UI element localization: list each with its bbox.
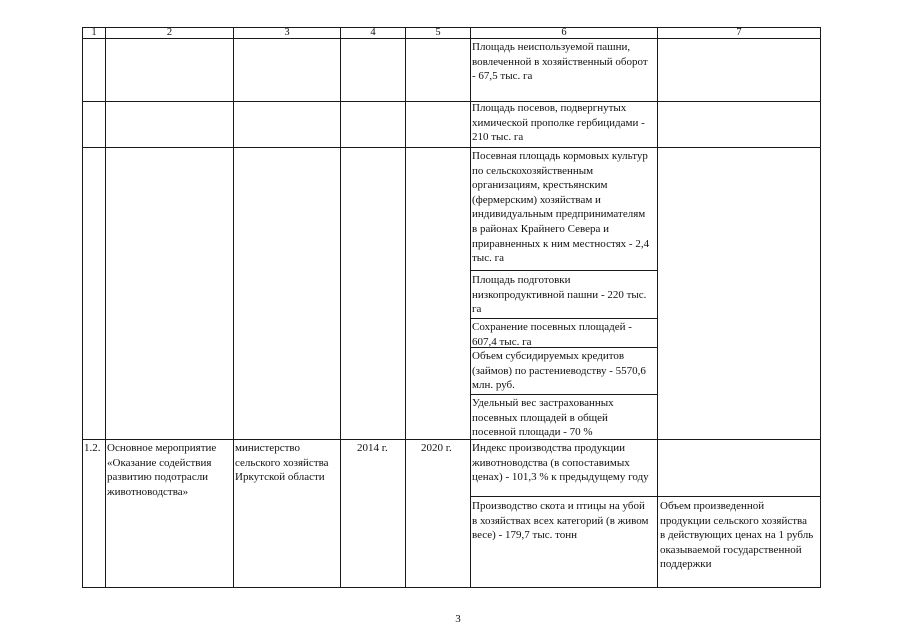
cell-line: Основное мероприятие — [107, 442, 217, 454]
cell-line: оказываемой государственной — [660, 543, 802, 556]
cell-text-block — [472, 396, 614, 440]
end-year: 2020 г. — [421, 442, 452, 454]
cell-line: Объем субсидируемых кредитов — [472, 350, 625, 362]
header-col-7: 7 — [736, 27, 742, 38]
col-border-4 — [405, 27, 406, 588]
cell-line: (займов) по растениеводству - 5570,6 — [472, 364, 646, 377]
col-border-0 — [82, 27, 83, 588]
rule-sub-e — [470, 496, 820, 497]
col-border-3 — [340, 27, 341, 588]
header-col-3: 3 — [284, 27, 290, 38]
cell-text-block — [472, 499, 649, 543]
cell-line: в хозяйствах всех категорий (в живом — [472, 514, 649, 527]
cell-line: (фермерским) хозяйствам и — [472, 193, 601, 206]
cell-line: Посевная площадь кормовых культур — [472, 150, 648, 162]
rule-row2-bottom — [82, 147, 820, 148]
header-col-6: 6 — [561, 27, 567, 38]
cell-line: индивидуальным предпринимателям — [472, 208, 646, 221]
cell-line: в районах Крайнего Севера и — [472, 222, 609, 235]
cell-line: животноводства (в сопоставимых — [472, 456, 630, 469]
cell-line: ценах) - 101,3 % к предыдущему году — [472, 471, 649, 484]
cell-line: развитию подотрасли — [107, 471, 209, 484]
cell-line: га — [472, 303, 482, 316]
cell-line: посевной площади - 70 % — [472, 426, 593, 439]
cell-text-block — [472, 149, 649, 266]
cell-line: химической прополке гербицидами - — [472, 116, 645, 129]
header-col-2: 2 — [166, 27, 173, 38]
cell-line: посевных площадей в общей — [472, 411, 608, 424]
cell-line: Иркутской области — [235, 471, 325, 484]
col-border-5 — [470, 27, 471, 588]
measure-name — [107, 441, 216, 499]
cell-line: Площадь подготовки — [472, 274, 571, 286]
cell-line: Индекс производства продукции — [472, 442, 626, 454]
cell-line: Объем произведенной — [660, 500, 765, 512]
cell-line: низкопродуктивной пашни - 220 тыс. — [472, 288, 647, 301]
cell-line: сельского хозяйства — [235, 456, 329, 469]
row-number: 1.2. — [84, 442, 101, 454]
cell-line: в действующих ценах на 1 рубль — [660, 529, 814, 542]
rule-sub-a — [470, 270, 657, 271]
cell-text-block — [472, 349, 646, 393]
cell-line: животноводства» — [107, 485, 189, 498]
cell-line: поддержки — [660, 558, 712, 571]
cell-line: министерство — [235, 442, 301, 454]
cell-text-block — [472, 441, 649, 485]
cell-line: продукции сельского хозяйства — [660, 514, 807, 527]
cell-line: тыс. га — [472, 252, 504, 265]
cell-line: по сельскохозяйственным — [472, 164, 594, 177]
rule-row3-bottom — [82, 439, 820, 440]
header-col-1: 1 — [91, 27, 97, 38]
cell-text-block — [660, 499, 813, 572]
col-border-7 — [820, 27, 821, 588]
rule-row1-bottom — [82, 101, 820, 102]
col-border-6 — [657, 27, 658, 588]
executor — [235, 441, 329, 485]
cell-line: организациям, крестьянским — [472, 179, 608, 192]
rule-sub-b — [470, 318, 657, 319]
rule-sub-d — [470, 394, 657, 395]
cell-text-block — [472, 320, 632, 349]
cell-text-block — [472, 40, 648, 84]
rule-bottom — [82, 587, 820, 588]
col-border-1 — [105, 27, 106, 588]
header-col-5: 5 — [435, 27, 441, 38]
cell-line: 607,4 тыс. га — [472, 335, 532, 348]
cell-line: «Оказание содействия — [107, 456, 212, 469]
cell-line: вовлеченной в хозяйственный оборот — [472, 55, 648, 68]
cell-line: весе) - 179,7 тыс. тонн — [472, 529, 578, 542]
cell-line: Удельный вес застрахованных — [472, 397, 614, 409]
cell-line: млн. руб. — [472, 379, 515, 392]
cell-line: Площадь неиспользуемой пашни, — [472, 41, 631, 53]
page-number: 3 — [455, 613, 461, 625]
cell-text-block — [472, 101, 645, 145]
rule-header-bottom — [82, 38, 820, 39]
cell-line: Производство скота и птицы на убой — [472, 500, 645, 512]
cell-line: Площадь посевов, подвергнутых — [472, 102, 627, 114]
cell-text-block — [472, 273, 646, 317]
start-year: 2014 г. — [357, 442, 388, 454]
cell-line: 210 тыс. га — [472, 131, 524, 144]
header-col-4: 4 — [370, 27, 376, 38]
cell-line: - 67,5 тыс. га — [472, 70, 533, 83]
col-border-2 — [233, 27, 234, 588]
cell-line: Сохранение посевных площадей - — [472, 321, 632, 333]
cell-line: приравненных к ним местностях - 2,4 — [472, 237, 650, 250]
